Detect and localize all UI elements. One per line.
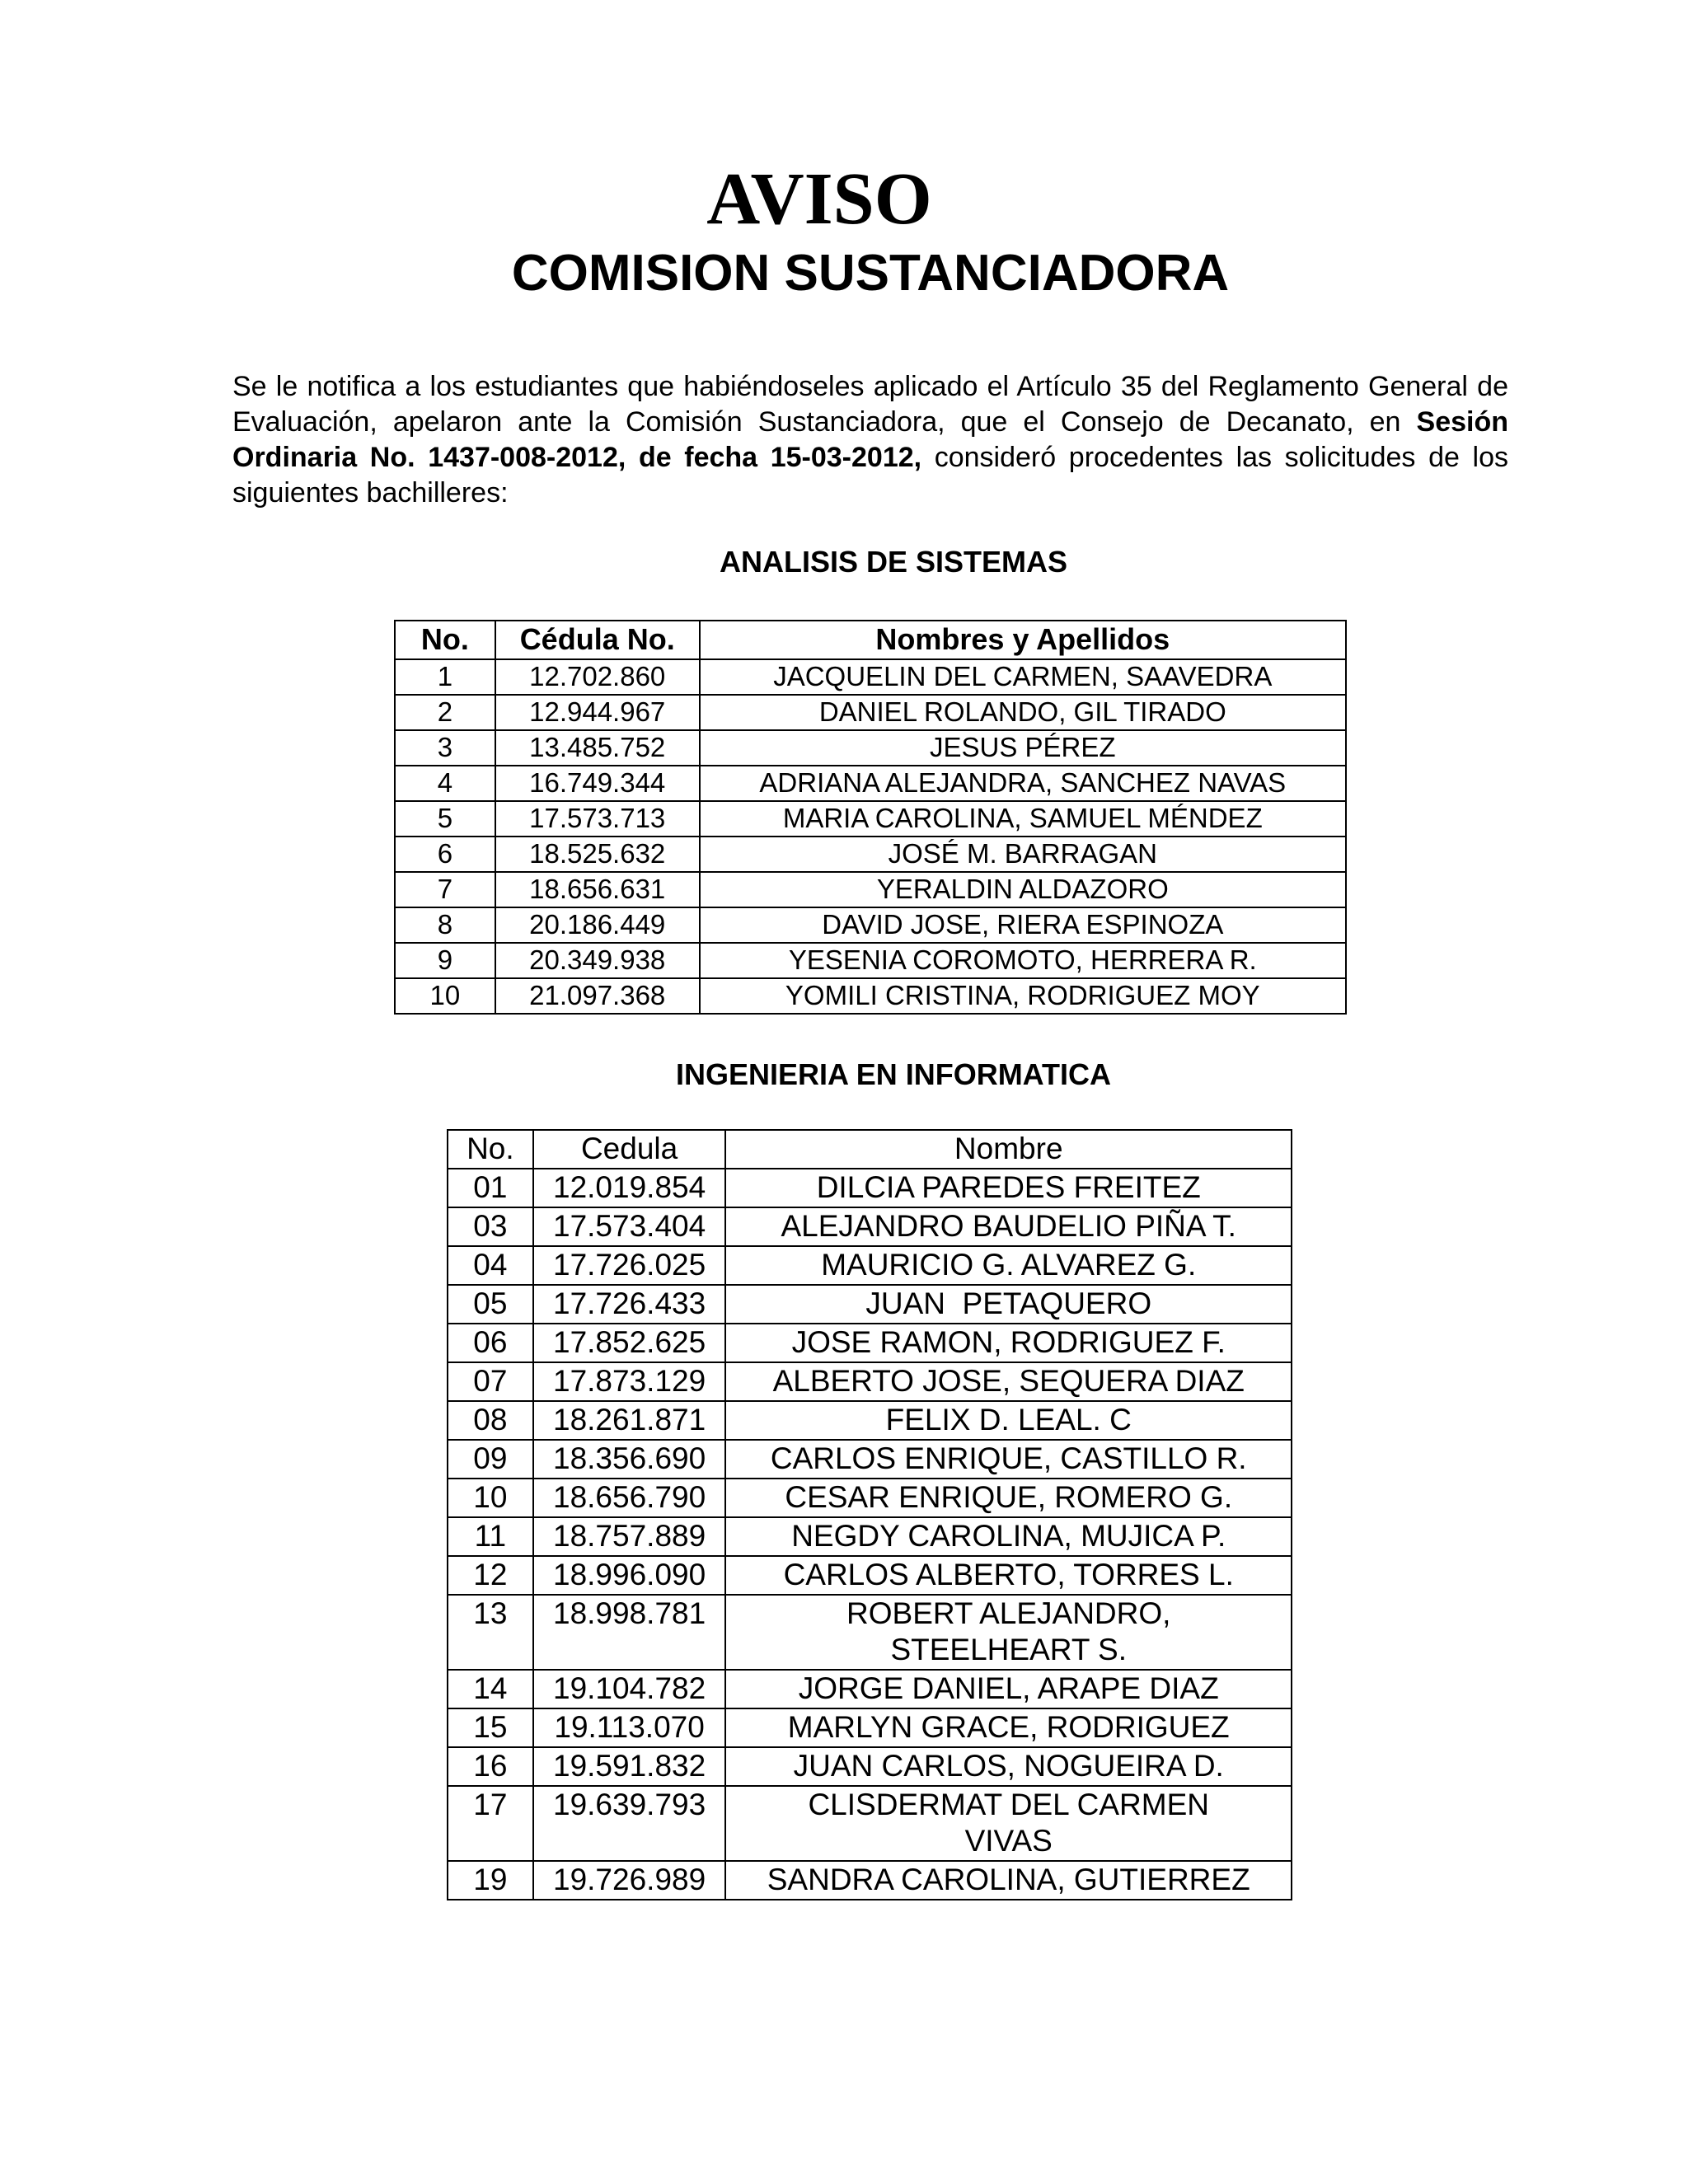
- cell-nombre: MAURICIO G. ALVAREZ G.: [725, 1246, 1292, 1285]
- cell-cedula: 19.591.832: [533, 1747, 726, 1786]
- table-row: [395, 730, 1346, 766]
- cell-nombre: CARLOS ENRIQUE, CASTILLO R.: [725, 1440, 1292, 1479]
- cell-cedula: 13.485.752: [495, 730, 700, 766]
- table-analisis-sistemas: [394, 620, 1347, 1015]
- cell-no: 15: [448, 1708, 533, 1747]
- table-row: [448, 1207, 1292, 1246]
- cell-nombre: JACQUELIN DEL CARMEN, SAAVEDRA: [700, 659, 1346, 695]
- cell-no: 13: [448, 1595, 533, 1670]
- table-row: [448, 1595, 1292, 1670]
- cell-no: 03: [448, 1207, 533, 1246]
- cell-cedula: 19.639.793: [533, 1786, 726, 1861]
- cell-no: 10: [395, 978, 495, 1014]
- cell-cedula: 18.656.631: [495, 872, 700, 907]
- table-ingenieria-informatica: [447, 1129, 1292, 1900]
- cell-nombre: ALBERTO JOSE, SEQUERA DIAZ: [725, 1362, 1292, 1401]
- cell-no: 11: [448, 1517, 533, 1556]
- intro-session-reference: Sesión Ordinaria No. 1437-008-2012, de fecha 15-03-2012,: [232, 406, 1508, 473]
- cell-nombre: MARLYN GRACE, RODRIGUEZ: [725, 1708, 1292, 1747]
- cell-nombre: CLISDERMAT DEL CARMEN VIVAS: [725, 1786, 1292, 1861]
- cell-cedula: 19.113.070: [533, 1708, 726, 1747]
- cell-cedula: 12.702.860: [495, 659, 700, 695]
- table-row: [448, 1285, 1292, 1324]
- cell-no: 08: [448, 1401, 533, 1440]
- cell-nombre: JUAN CARLOS, NOGUEIRA D.: [725, 1747, 1292, 1786]
- cell-nombre: ROBERT ALEJANDRO, STEELHEART S.: [725, 1595, 1292, 1670]
- page-subtitle: [0, 241, 1688, 307]
- table-row: [448, 1362, 1292, 1401]
- cell-no: 19: [448, 1861, 533, 1900]
- column-header-no: No.: [395, 621, 495, 659]
- cell-nombre: ADRIANA ALEJANDRA, SANCHEZ NAVAS: [700, 766, 1346, 801]
- cell-cedula: 17.726.025: [533, 1246, 726, 1285]
- page-title: [0, 158, 1688, 241]
- column-header-cedula: Cedula: [533, 1130, 726, 1169]
- cell-no: 6: [395, 837, 495, 872]
- intro-text-end: consideró procedentes las solicitudes de los siguientes bachilleres:: [232, 442, 1508, 509]
- section-title-analisis: [0, 544, 1688, 580]
- cell-no: 8: [395, 907, 495, 943]
- cell-nombre: ALEJANDRO BAUDELIO PIÑA T.: [725, 1207, 1292, 1246]
- cell-no: 04: [448, 1246, 533, 1285]
- cell-cedula: 18.261.871: [533, 1401, 726, 1440]
- column-header-cedula: Cédula No.: [495, 621, 700, 659]
- cell-no: 7: [395, 872, 495, 907]
- column-header-nombre: Nombres y Apellidos: [700, 621, 1346, 659]
- section-title-informatica-text: INGENIERIA EN INFORMATICA: [676, 1057, 1111, 1091]
- cell-nombre: JORGE DANIEL, ARAPE DIAZ: [725, 1670, 1292, 1708]
- cell-cedula: 17.573.713: [495, 801, 700, 837]
- cell-cedula: 17.726.433: [533, 1285, 726, 1324]
- cell-no: 10: [448, 1479, 533, 1517]
- cell-cedula: 20.186.449: [495, 907, 700, 943]
- cell-cedula: 19.104.782: [533, 1670, 726, 1708]
- cell-no: 01: [448, 1169, 533, 1207]
- cell-no: 3: [395, 730, 495, 766]
- cell-cedula: 17.852.625: [533, 1324, 726, 1362]
- page-subtitle-text: COMISION SUSTANCIADORA: [511, 245, 1230, 302]
- page-title-text: AVISO: [706, 158, 932, 240]
- cell-no: 12: [448, 1556, 533, 1595]
- table-header-row: [448, 1130, 1292, 1169]
- cell-cedula: 17.573.404: [533, 1207, 726, 1246]
- cell-no: 17: [448, 1786, 533, 1861]
- table-row: [448, 1747, 1292, 1786]
- cell-nombre: JUAN PETAQUERO: [725, 1285, 1292, 1324]
- cell-no: 16: [448, 1747, 533, 1786]
- cell-cedula: 17.873.129: [533, 1362, 726, 1401]
- table-row: [395, 837, 1346, 872]
- cell-nombre: SANDRA CAROLINA, GUTIERREZ: [725, 1861, 1292, 1900]
- table-row: [448, 1401, 1292, 1440]
- intro-paragraph: [232, 369, 1508, 511]
- cell-nombre: NEGDY CAROLINA, MUJICA P.: [725, 1517, 1292, 1556]
- table-row: [395, 907, 1346, 943]
- cell-no: 09: [448, 1440, 533, 1479]
- cell-nombre: MARIA CAROLINA, SAMUEL MÉNDEZ: [700, 801, 1346, 837]
- section-title-analisis-text: ANALISIS DE SISTEMAS: [719, 545, 1068, 579]
- cell-no: 5: [395, 801, 495, 837]
- cell-no: 05: [448, 1285, 533, 1324]
- cell-no: 06: [448, 1324, 533, 1362]
- cell-no: 2: [395, 695, 495, 730]
- cell-cedula: 18.525.632: [495, 837, 700, 872]
- table-row: [448, 1479, 1292, 1517]
- column-header-nombre: Nombre: [725, 1130, 1292, 1169]
- cell-no: 4: [395, 766, 495, 801]
- table-row: [448, 1556, 1292, 1595]
- cell-cedula: 19.726.989: [533, 1861, 726, 1900]
- cell-nombre: YOMILI CRISTINA, RODRIGUEZ MOY: [700, 978, 1346, 1014]
- table-row: [395, 943, 1346, 978]
- cell-cedula: 18.757.889: [533, 1517, 726, 1556]
- table-row: [448, 1440, 1292, 1479]
- cell-no: 1: [395, 659, 495, 695]
- table-row: [448, 1324, 1292, 1362]
- cell-nombre: YERALDIN ALDAZORO: [700, 872, 1346, 907]
- cell-cedula: 18.356.690: [533, 1440, 726, 1479]
- cell-nombre: JOSÉ M. BARRAGAN: [700, 837, 1346, 872]
- column-header-no: No.: [448, 1130, 533, 1169]
- table-row: [448, 1517, 1292, 1556]
- cell-cedula: 12.944.967: [495, 695, 700, 730]
- cell-cedula: 18.998.781: [533, 1595, 726, 1670]
- table-row: [448, 1861, 1292, 1900]
- cell-nombre: DAVID JOSE, RIERA ESPINOZA: [700, 907, 1346, 943]
- table-row: [395, 872, 1346, 907]
- section-title-informatica: [0, 1057, 1688, 1093]
- table-row: [395, 978, 1346, 1014]
- table-row: [448, 1246, 1292, 1285]
- table-row: [448, 1670, 1292, 1708]
- cell-cedula: 12.019.854: [533, 1169, 726, 1207]
- table-row: [448, 1169, 1292, 1207]
- cell-nombre: CARLOS ALBERTO, TORRES L.: [725, 1556, 1292, 1595]
- cell-nombre: JOSE RAMON, RODRIGUEZ F.: [725, 1324, 1292, 1362]
- cell-no: 07: [448, 1362, 533, 1401]
- cell-nombre: DANIEL ROLANDO, GIL TIRADO: [700, 695, 1346, 730]
- table-row: [395, 801, 1346, 837]
- cell-no: 9: [395, 943, 495, 978]
- cell-cedula: 18.656.790: [533, 1479, 726, 1517]
- table-row: [395, 695, 1346, 730]
- table-row: [448, 1786, 1292, 1861]
- intro-text-start: Se le notifica a los estudiantes que habiéndoseles aplicado el Artículo 35 del Reglamento General de Evaluación, apelaron ante la Comisión Sustanciadora, que el Consejo de Decanato, en: [232, 371, 1508, 438]
- cell-cedula: 21.097.368: [495, 978, 700, 1014]
- table-row: [448, 1708, 1292, 1747]
- table-row: [395, 659, 1346, 695]
- cell-cedula: 20.349.938: [495, 943, 700, 978]
- cell-nombre: YESENIA COROMOTO, HERRERA R.: [700, 943, 1346, 978]
- cell-cedula: 18.996.090: [533, 1556, 726, 1595]
- cell-nombre: FELIX D. LEAL. C: [725, 1401, 1292, 1440]
- cell-nombre: DILCIA PAREDES FREITEZ: [725, 1169, 1292, 1207]
- cell-no: 14: [448, 1670, 533, 1708]
- cell-nombre: CESAR ENRIQUE, ROMERO G.: [725, 1479, 1292, 1517]
- table-row: [395, 766, 1346, 801]
- cell-nombre: JESUS PÉREZ: [700, 730, 1346, 766]
- table-header-row: [395, 621, 1346, 659]
- cell-cedula: 16.749.344: [495, 766, 700, 801]
